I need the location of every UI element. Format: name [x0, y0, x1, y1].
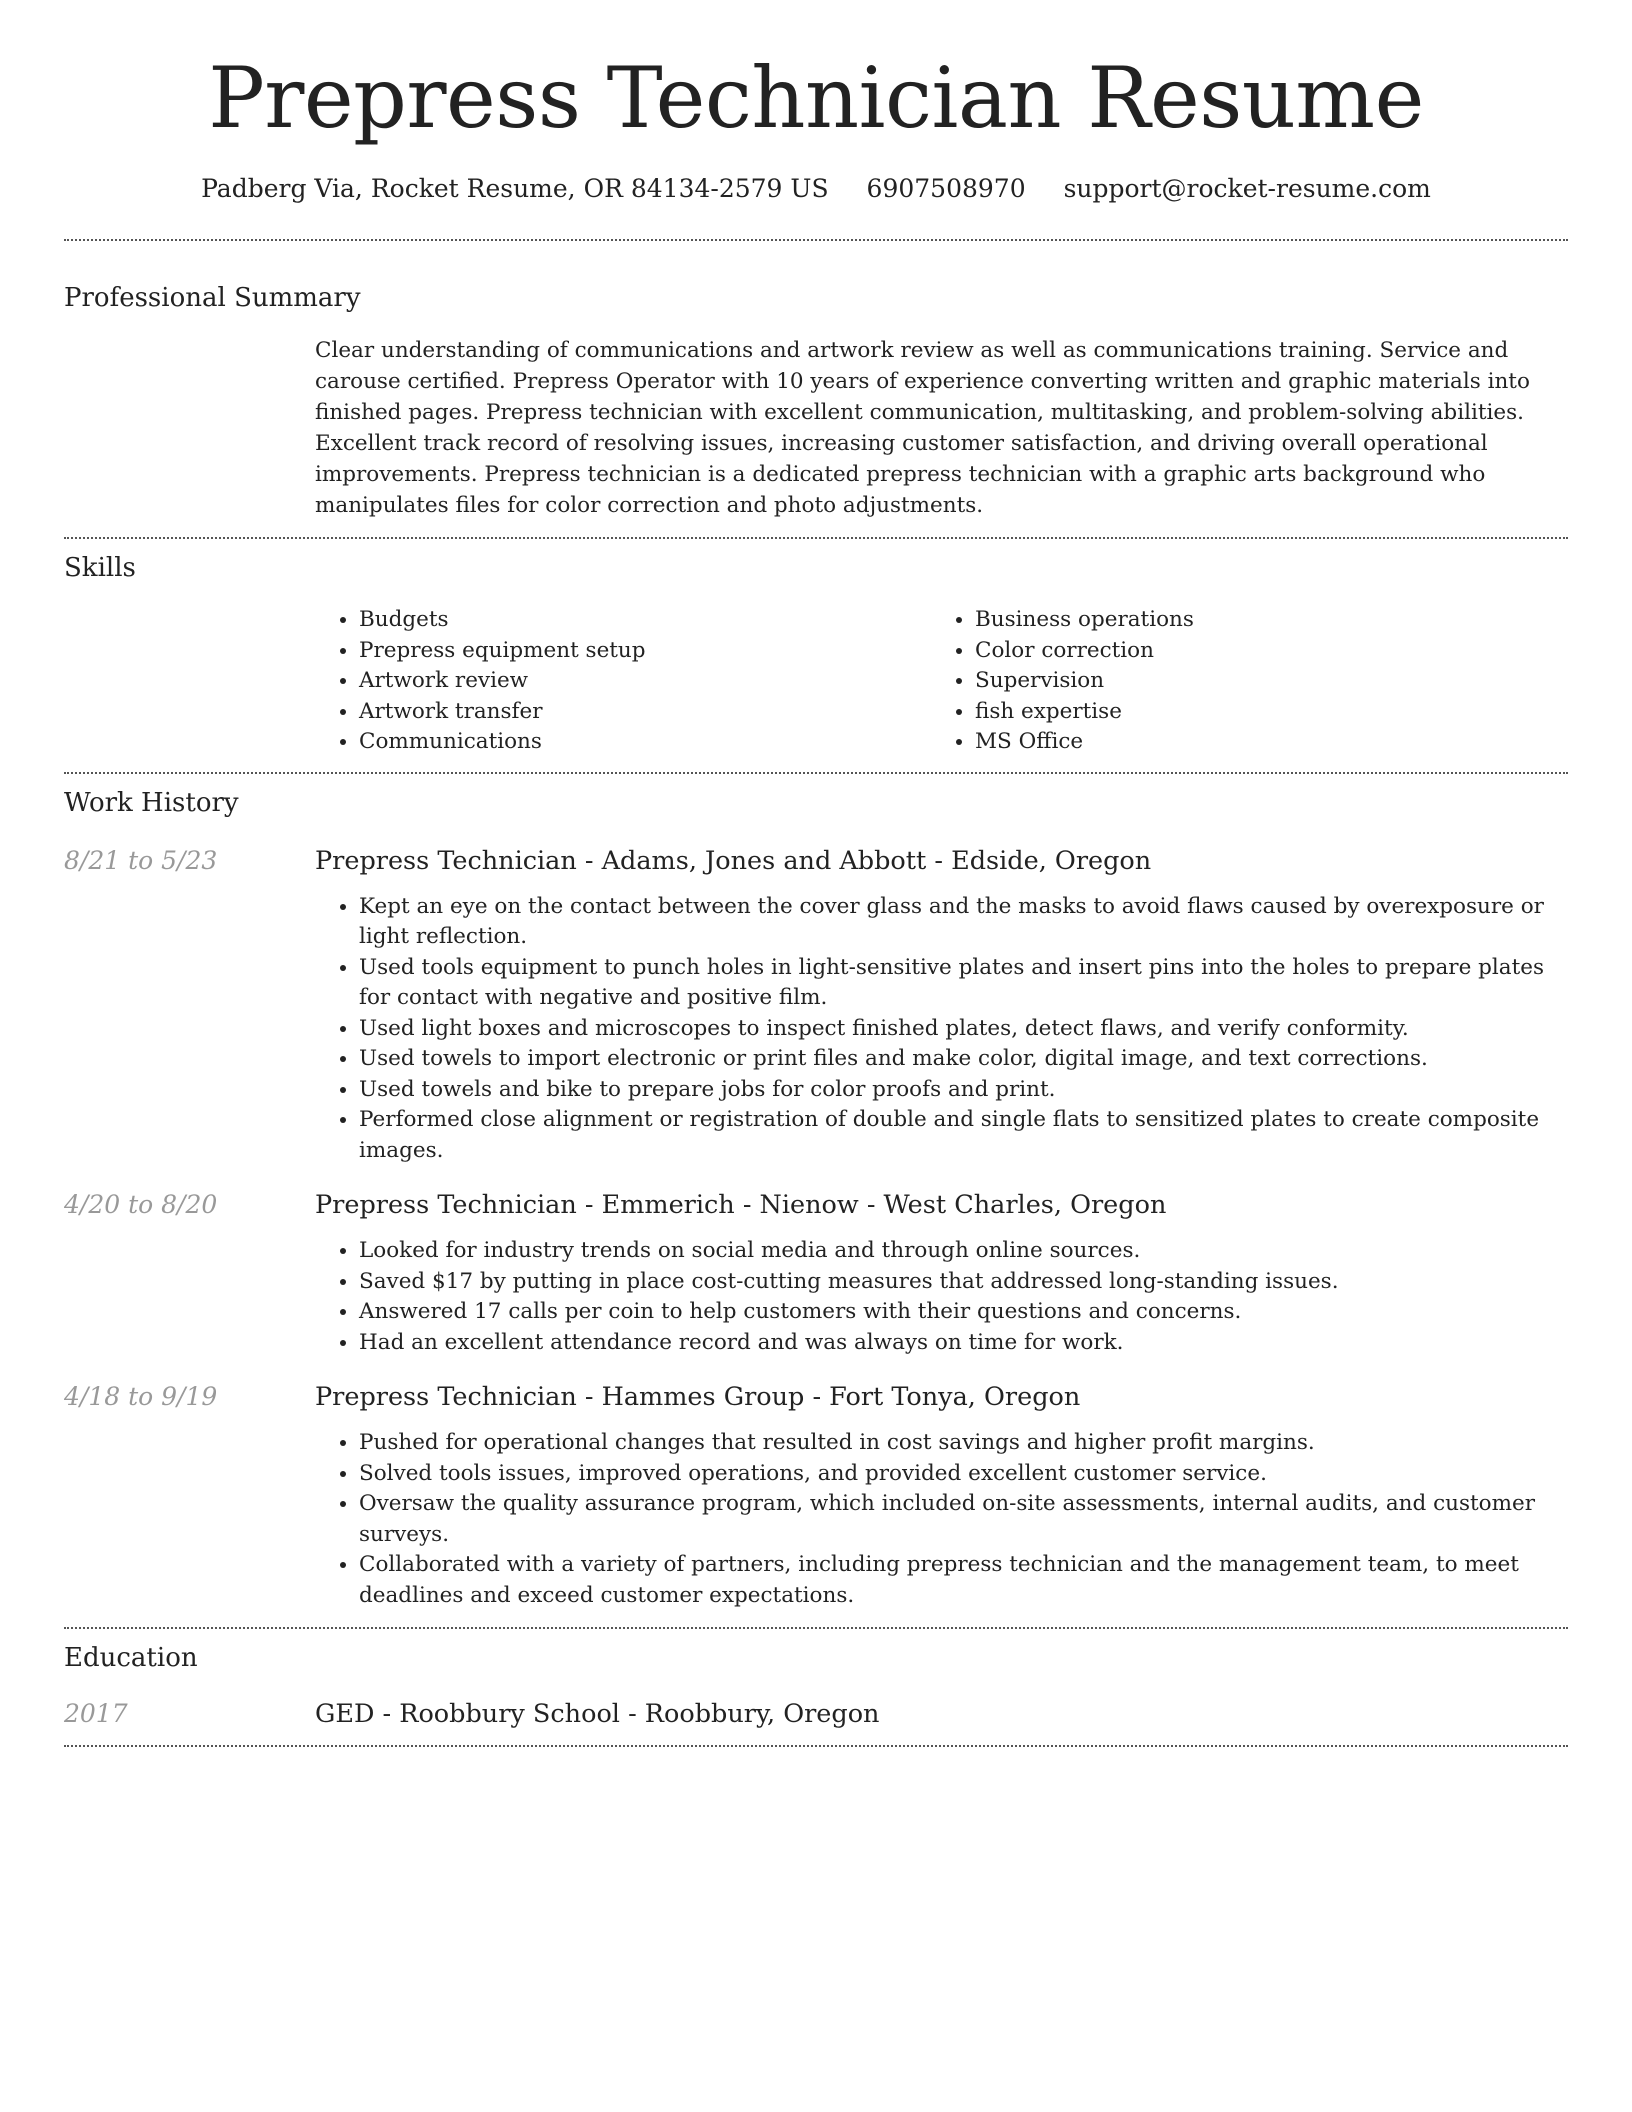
spacer	[64, 1611, 1568, 1627]
job-entry	[64, 844, 1568, 1167]
skills-column-1	[315, 605, 931, 758]
job-heading: Prepress Technician - Emmerich - Nienow - West Charles, Oregon	[315, 1190, 1167, 1220]
skills-list	[315, 605, 1568, 758]
skills-column-2	[931, 605, 1194, 758]
contact-email: support@rocket-resume.com	[1063, 174, 1431, 203]
job-bullet: • Collaborated with a variety of partners, including prepress technician and the management team, to meet deadlines and exceed customer expectations.	[359, 1550, 1568, 1611]
skill-item: • Communications	[359, 727, 931, 758]
skill-item: • Artwork transfer	[359, 697, 931, 728]
page-title: Prepress Technician Resume	[208, 49, 1424, 147]
job-heading: Prepress Technician - Hammes Group - Fort Tonya, Oregon	[315, 1382, 1081, 1412]
contact-address: Padberg Via, Rocket Resume, OR 84134-2579 US	[201, 174, 829, 203]
job-dates: 8/21 to 5/23	[64, 845, 218, 875]
job-dates: 4/18 to 9/19	[64, 1382, 218, 1411]
contact-line	[64, 174, 1568, 203]
skill-item: • Artwork review	[359, 666, 931, 697]
skill-item: • fish expertise	[975, 697, 1194, 728]
job-bullet: • Performed close alignment or registration of double and single flats to sensitized plates to create composite images.	[359, 1105, 1568, 1166]
education-entry	[64, 1697, 1568, 1731]
job-bullets	[315, 1428, 1568, 1611]
job-bullet: • Oversaw the quality assurance program, which included on-site assessments, internal audits, and customer surveys.	[359, 1489, 1568, 1550]
skill-item: • Prepress equipment setup	[359, 636, 931, 667]
skills-section	[64, 539, 1568, 758]
skills-heading: Skills	[64, 553, 136, 583]
work-history-heading: Work History	[64, 787, 239, 818]
summary-section	[64, 241, 1568, 521]
job-heading: Prepress Technician - Adams, Jones and Abbott - Edside, Oregon	[315, 845, 1152, 876]
job-bullet: • Kept an eye on the contact between the cover glass and the masks to avoid flaws caused by overexposure or light reflection.	[359, 892, 1568, 953]
job-bullet: • Used towels to import electronic or print files and make color, digital image, and text corrections.	[359, 1044, 1568, 1075]
skill-item: • MS Office	[975, 727, 1194, 758]
job-bullet: • Solved tools issues, improved operations, and provided excellent customer service.	[359, 1459, 1568, 1490]
contact-phone: 6907508970	[866, 174, 1026, 203]
job-bullet: • Saved $17 by putting in place cost-cutting measures that addressed long-standing issues.	[359, 1267, 1568, 1298]
education-heading: Education	[64, 1643, 198, 1673]
job-body	[315, 844, 1568, 1167]
skill-item: • Color correction	[975, 636, 1194, 667]
job-entry	[64, 1188, 1568, 1358]
job-bullet: • Used towels and bike to prepare jobs for color proofs and print.	[359, 1075, 1568, 1106]
summary-text: Clear understanding of communications and artwork review as well as communications training. Service and carouse certified. Prepress Operator with 10 years of experience converting written and graphic materials into finished pages. Prepress technician with excellent communication, multitasking, and problem-solving abilities. Excellent track record of resolving issues, increasing customer satisfaction, and driving overall operational improvements. Prepress technician is a dedicated prepress technician with a graphic arts background who manipulates files for color correction and photo adjustments.	[315, 338, 1530, 518]
skill-item: • Supervision	[975, 666, 1194, 697]
skill-item: • Budgets	[359, 605, 931, 636]
job-body	[315, 1380, 1568, 1611]
job-bullet: • Answered 17 calls per coin to help customers with their questions and concerns.	[359, 1297, 1568, 1328]
job-entry	[64, 1380, 1568, 1611]
education-section	[64, 1629, 1568, 1731]
job-bullet: • Used tools equipment to punch holes in light-sensitive plates and insert pins into the holes to prepare plates for contact with negative and positive film.	[359, 953, 1568, 1014]
job-bullet: • Used light boxes and microscopes to inspect finished plates, detect flaws, and verify conformity.	[359, 1014, 1568, 1045]
job-body	[315, 1188, 1568, 1358]
education-year: 2017	[64, 1699, 128, 1728]
job-bullets	[315, 892, 1568, 1167]
job-bullet: • Looked for industry trends on social media and through online sources.	[359, 1236, 1568, 1267]
job-bullet: • Had an excellent attendance record and was always on time for work.	[359, 1328, 1568, 1359]
skill-item: • Business operations	[975, 605, 1194, 636]
divider	[64, 1745, 1568, 1747]
education-detail: GED - Roobbury School - Roobbury, Oregon	[315, 1699, 880, 1729]
job-bullets	[315, 1236, 1568, 1358]
summary-heading: Professional Summary	[64, 283, 361, 313]
job-bullet: • Pushed for operational changes that resulted in cost savings and higher profit margins.	[359, 1428, 1568, 1459]
job-dates: 4/20 to 8/20	[64, 1190, 218, 1219]
work-history-section	[64, 774, 1568, 1628]
